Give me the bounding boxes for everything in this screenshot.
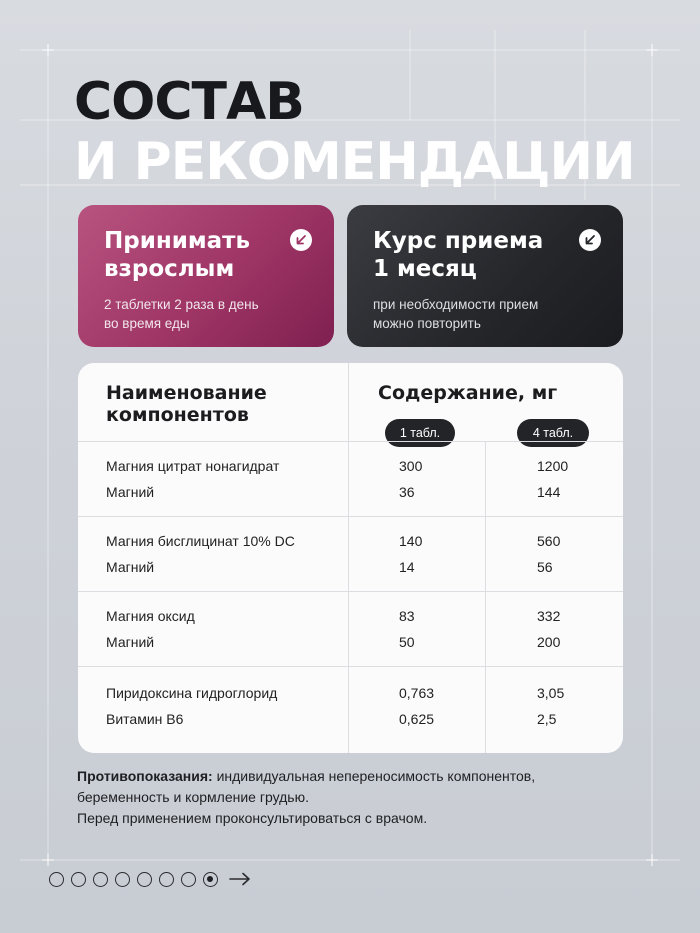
- course-card-heading: Курс приема 1 месяц: [373, 228, 544, 282]
- pager-dot[interactable]: [93, 872, 108, 887]
- table-group: [78, 591, 623, 666]
- table-group: [78, 516, 623, 591]
- header-components: Наименование компонентов: [106, 382, 267, 426]
- contraindications-notes: [77, 766, 597, 829]
- value-1-tablet: 83: [399, 608, 415, 624]
- table-row: [78, 630, 623, 656]
- component-name: Магний: [106, 484, 155, 500]
- arrow-down-left-icon[interactable]: [290, 229, 312, 251]
- title-line-1: СОСТАВ: [74, 72, 304, 132]
- value-1-tablet: 0,763: [399, 685, 435, 701]
- page-title: [74, 72, 635, 192]
- course-card[interactable]: [347, 205, 623, 347]
- value-4-tablets: 56: [537, 559, 553, 575]
- notes-line-1: [77, 766, 597, 787]
- table-row: [78, 604, 623, 630]
- notes-line-2: беременность и кормление грудью.: [77, 789, 309, 805]
- composition-table: [78, 363, 623, 753]
- dosage-card[interactable]: [78, 205, 334, 347]
- slide-pager: [49, 870, 251, 888]
- contraindications-text: индивидуальная непереносимость компонентов,: [212, 768, 536, 784]
- course-card-subtext: при необходимости прием можно повторить: [373, 297, 539, 331]
- value-4-tablets: 144: [537, 484, 561, 500]
- table-row: [78, 555, 623, 581]
- table-row: [78, 529, 623, 555]
- value-4-tablets: 3,05: [537, 685, 565, 701]
- notes-line-3: Перед применением проконсультироваться с врачом.: [77, 810, 428, 826]
- table-group: [78, 441, 623, 516]
- component-name: Магния бисглицинат 10% DC: [106, 533, 295, 549]
- component-name: Магния цитрат нонагидрат: [106, 458, 280, 474]
- pager-dot[interactable]: [137, 872, 152, 887]
- pager-dot[interactable]: [49, 872, 64, 887]
- pager-dot[interactable]: [115, 872, 130, 887]
- arrow-right-icon[interactable]: [229, 872, 251, 886]
- component-name: Витамин В6: [106, 711, 184, 727]
- arrow-down-left-icon[interactable]: [579, 229, 601, 251]
- value-4-tablets: 1200: [537, 458, 569, 474]
- value-1-tablet: 14: [399, 559, 415, 575]
- col-1-tablet-pill: 1 табл.: [385, 419, 455, 447]
- value-1-tablet: 140: [399, 533, 423, 549]
- value-1-tablet: 50: [399, 634, 415, 650]
- value-1-tablet: 300: [399, 458, 423, 474]
- col-4-tablets-pill: 4 табл.: [517, 419, 589, 447]
- component-name: Магний: [106, 559, 155, 575]
- dosage-card-heading: Принимать взрослым: [104, 228, 251, 282]
- pager-dot[interactable]: [181, 872, 196, 887]
- table-row: [78, 681, 623, 707]
- title-line-2: И РЕКОМЕНДАЦИИ: [74, 132, 635, 192]
- value-4-tablets: 560: [537, 533, 561, 549]
- component-name: Пиридоксина гидроглорид: [106, 685, 278, 701]
- table-group: [78, 666, 623, 741]
- table-row: [78, 707, 623, 733]
- pager-dot-active[interactable]: [203, 872, 218, 887]
- value-1-tablet: 36: [399, 484, 415, 500]
- pager-dot[interactable]: [71, 872, 86, 887]
- table-row: [78, 480, 623, 506]
- value-4-tablets: 332: [537, 608, 561, 624]
- dosage-card-subtext: 2 таблетки 2 раза в день во время еды: [104, 297, 259, 331]
- component-name: Магний: [106, 634, 155, 650]
- contraindications-label: Противопоказания:: [77, 768, 213, 784]
- component-name: Магния оксид: [106, 608, 195, 624]
- header-content: Содержание, мг: [378, 382, 558, 404]
- value-4-tablets: 200: [537, 634, 561, 650]
- table-row: [78, 454, 623, 480]
- value-4-tablets: 2,5: [537, 711, 557, 727]
- pager-dot[interactable]: [159, 872, 174, 887]
- value-1-tablet: 0,625: [399, 711, 435, 727]
